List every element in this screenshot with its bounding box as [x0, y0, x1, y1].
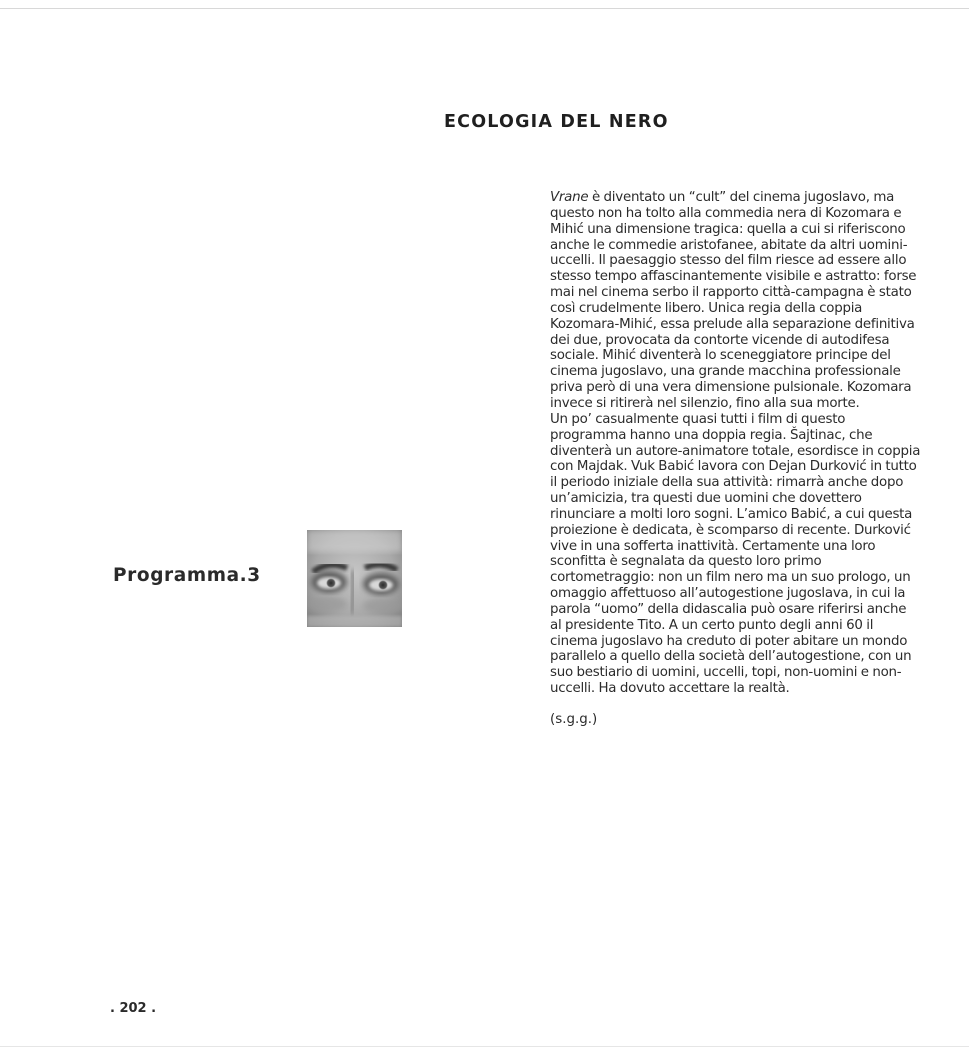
article-line: parola “uomo” della didascalia può osare riferirsi anche — [550, 601, 907, 617]
article-line: un’amicizia, tra questi due uomini che dovettero — [550, 491, 862, 507]
article-line: sociale. Mihić diventerà lo sceneggiatore principe del — [550, 348, 891, 364]
article-line: rinunciare a molti loro sogni. L’amico Babić, a cui questa — [550, 506, 913, 522]
article-line: così crudelmente libero. Unica regia della coppia — [550, 300, 863, 316]
article-line: stesso tempo affascinantemente visibile e astratto: forse — [550, 269, 917, 285]
page-number: . 202 . — [110, 1001, 157, 1016]
article-line: al presidente Tito. A un certo punto degli anni 60 il — [550, 617, 874, 633]
bottom-rule — [0, 1046, 969, 1047]
article-line: Mihić una dimensione tragica: quella a cui si riferiscono — [550, 221, 906, 237]
article-line: parallelo a quello della società dell’autogestione, con un — [550, 649, 912, 665]
article-line: programma hanno una doppia regia. Šajtinac, che — [550, 427, 873, 443]
eyes-photo — [307, 530, 402, 627]
program-label: Programma.3 — [113, 565, 261, 586]
article-line: Un po’ casualmente quasi tutti i film di questo — [550, 411, 846, 427]
eyes-photo-graphic — [307, 530, 402, 627]
top-rule — [0, 8, 969, 9]
article-line: cinema jugoslavo, una grande macchina professionale — [550, 364, 901, 380]
article-line: proiezione è dedicata, è scomparso di recente. Durković — [550, 522, 911, 538]
article-line — [550, 190, 898, 206]
article-line: uccelli. Il paesaggio stesso del film riesce ad essere allo — [550, 253, 907, 269]
article-line: questo non ha tolto alla commedia nera di Kozomara e — [550, 205, 902, 221]
article-body — [550, 190, 921, 697]
article-line: mai nel cinema serbo il rapporto città-campagna è stato — [550, 285, 912, 301]
article-line: sconfitta è segnalata da questo loro primo — [550, 554, 822, 570]
article-line: diventerà un autore-animatore totale, esordisce in coppia — [550, 443, 921, 459]
page-title: ECOLOGIA DEL NERO — [444, 112, 669, 132]
article-line: vive in una sofferta inattività. Certamente una loro — [550, 538, 876, 554]
article-line-text: è diventato un “cult” del cinema jugoslavo, ma — [588, 190, 895, 205]
article-line: cortometraggio: non un film nero ma un suo prologo, un — [550, 570, 911, 586]
author-signature: (s.g.g.) — [550, 712, 598, 727]
article-line: uccelli. Ha dovuto accettare la realtà. — [550, 681, 790, 697]
article-line: cinema jugoslavo ha creduto di poter abitare un mondo — [550, 633, 908, 649]
article-line: Kozomara-Mihić, essa prelude alla separazione definitiva — [550, 316, 915, 332]
article-line: priva però di una vera dimensione pulsionale. Kozomara — [550, 380, 912, 396]
article-line: il periodo iniziale della sua attività: rimarrà anche dopo — [550, 475, 904, 491]
article-line: omaggio affettuoso all’autogestione jugoslava, in cui la — [550, 586, 906, 602]
article-line: con Majdak. Vuk Babić lavora con Dejan Durković in tutto — [550, 459, 917, 475]
article-line: dei due, provocata da contorte vicende di autodifesa — [550, 332, 890, 348]
article-line: suo bestiario di uomini, uccelli, topi, non-uomini e non- — [550, 665, 902, 681]
film-title-vrane: Vrane — [550, 190, 589, 205]
article-line: anche le commedie aristofanee, abitate da altri uomini- — [550, 237, 908, 253]
article-line: invece si ritirerà nel silenzio, fino alla sua morte. — [550, 395, 860, 411]
